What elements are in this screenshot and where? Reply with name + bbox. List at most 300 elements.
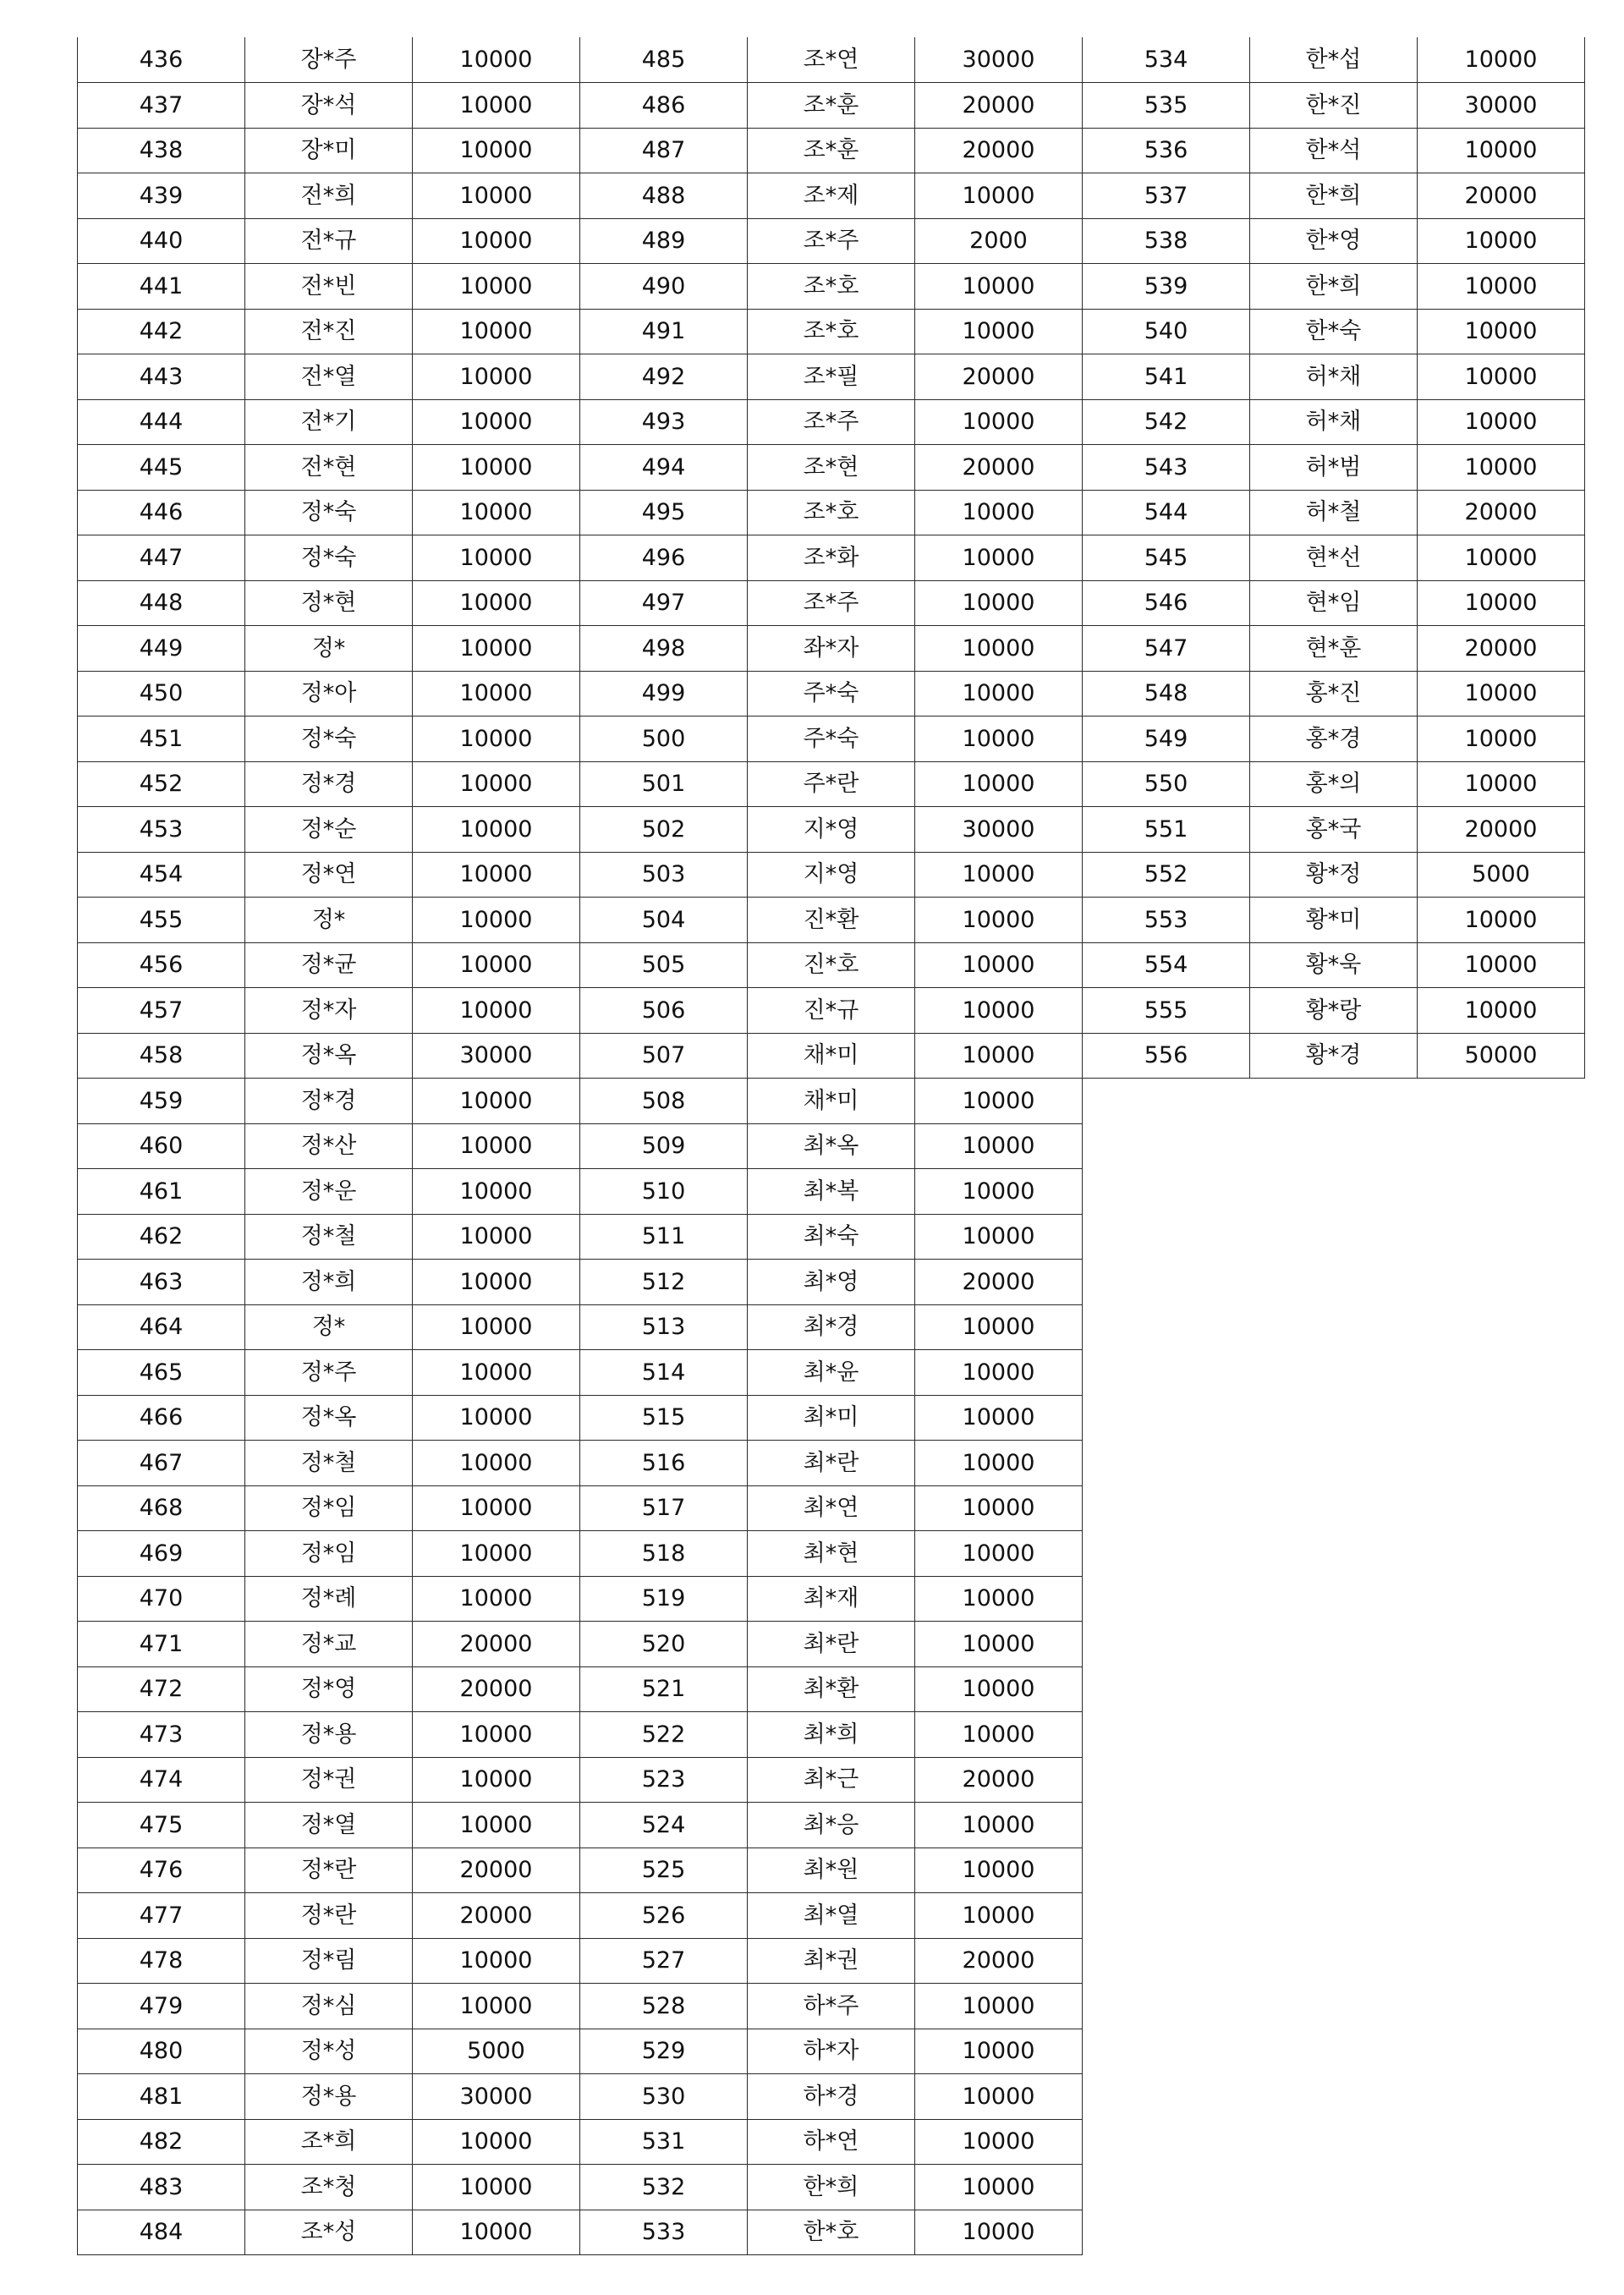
donor-name-cell: 정*옥 xyxy=(245,1395,413,1441)
donor-name-cell: 최*미 xyxy=(748,1395,915,1441)
table-row xyxy=(1083,942,1585,988)
table-row xyxy=(78,399,580,445)
donor-name-cell: 채*미 xyxy=(748,1079,915,1124)
donor-name-cell: 정*현 xyxy=(245,580,413,626)
donor-number-cell: 545 xyxy=(1083,535,1250,581)
donor-name-cell: 현*훈 xyxy=(1250,626,1418,672)
donor-name-cell: 최*열 xyxy=(748,1893,915,1939)
donor-name-cell: 전*희 xyxy=(245,173,413,219)
donor-name-cell: 채*미 xyxy=(748,1033,915,1079)
donor-name-cell: 주*란 xyxy=(748,761,915,807)
donation-amount-cell: 10000 xyxy=(915,1622,1083,1667)
donor-name-cell: 정* xyxy=(245,1304,413,1350)
donor-name-cell: 조*성 xyxy=(245,2210,413,2255)
table-row xyxy=(78,942,580,988)
table-row xyxy=(78,128,580,173)
donor-name-cell: 정*자 xyxy=(245,988,413,1034)
donor-number-cell: 498 xyxy=(580,626,748,672)
donor-name-cell: 최*현 xyxy=(748,1531,915,1577)
donation-amount-cell: 10000 xyxy=(915,2210,1083,2255)
table-row xyxy=(78,807,580,853)
table-row xyxy=(1083,898,1585,943)
donation-amount-cell: 10000 xyxy=(1418,761,1585,807)
donor-name-cell: 허*채 xyxy=(1250,354,1418,400)
donor-number-cell: 554 xyxy=(1083,942,1250,988)
donor-name-cell: 황*랑 xyxy=(1250,988,1418,1034)
donation-amount-cell: 10000 xyxy=(413,83,580,129)
donor-number-cell: 449 xyxy=(78,626,245,672)
donation-amount-cell: 10000 xyxy=(915,1666,1083,1712)
donor-number-cell: 456 xyxy=(78,942,245,988)
donor-name-cell: 조*훈 xyxy=(748,83,915,129)
donor-number-cell: 504 xyxy=(580,898,748,943)
donation-amount-cell: 20000 xyxy=(915,445,1083,491)
donation-amount-cell: 10000 xyxy=(915,898,1083,943)
donor-number-cell: 460 xyxy=(78,1123,245,1169)
donor-name-cell: 정*교 xyxy=(245,1622,413,1667)
donation-amount-cell: 20000 xyxy=(1418,807,1585,853)
donor-name-cell: 조*주 xyxy=(748,580,915,626)
donor-number-cell: 484 xyxy=(78,2210,245,2255)
table-row xyxy=(1083,717,1585,762)
table-row xyxy=(580,1260,1083,1305)
donor-number-cell: 479 xyxy=(78,1984,245,2029)
donor-number-cell: 480 xyxy=(78,2029,245,2074)
table-row xyxy=(1083,264,1585,310)
donor-name-cell: 정*운 xyxy=(245,1169,413,1215)
donor-number-cell: 514 xyxy=(580,1350,748,1396)
donor-name-cell: 조*호 xyxy=(748,490,915,535)
table-row xyxy=(580,309,1083,354)
donation-amount-cell: 20000 xyxy=(1418,173,1585,219)
donor-name-cell: 홍*의 xyxy=(1250,761,1418,807)
donor-number-cell: 468 xyxy=(78,1485,245,1531)
donation-amount-cell: 10000 xyxy=(915,490,1083,535)
table-row xyxy=(78,1169,580,1215)
table-row xyxy=(580,1441,1083,1486)
donor-name-cell: 정*성 xyxy=(245,2029,413,2074)
table-row xyxy=(1083,852,1585,898)
donor-name-cell: 현*선 xyxy=(1250,535,1418,581)
donor-number-cell: 489 xyxy=(580,218,748,264)
donor-number-cell: 438 xyxy=(78,128,245,173)
table-row xyxy=(78,1350,580,1396)
donor-name-cell: 정*균 xyxy=(245,942,413,988)
donor-name-cell: 조*주 xyxy=(748,218,915,264)
donor-number-cell: 440 xyxy=(78,218,245,264)
table-row xyxy=(78,1441,580,1486)
donor-number-cell: 500 xyxy=(580,717,748,762)
donor-number-cell: 523 xyxy=(580,1757,748,1803)
table-row xyxy=(78,852,580,898)
donor-name-cell: 한*희 xyxy=(1250,264,1418,310)
donation-amount-cell: 10000 xyxy=(413,1576,580,1622)
donor-number-cell: 516 xyxy=(580,1441,748,1486)
donor-number-cell: 503 xyxy=(580,852,748,898)
donor-name-cell: 한*희 xyxy=(748,2165,915,2210)
table-row xyxy=(580,1622,1083,1667)
table-row xyxy=(78,1803,580,1848)
table-row xyxy=(1083,128,1585,173)
table-row xyxy=(580,490,1083,535)
donation-amount-cell: 20000 xyxy=(915,1260,1083,1305)
donation-amount-cell: 10000 xyxy=(413,1395,580,1441)
donor-number-cell: 542 xyxy=(1083,399,1250,445)
donor-number-cell: 472 xyxy=(78,1666,245,1712)
table-row xyxy=(78,626,580,672)
donation-amount-cell: 10000 xyxy=(413,1260,580,1305)
donor-name-cell: 최*란 xyxy=(748,1441,915,1486)
donor-name-cell: 허*채 xyxy=(1250,399,1418,445)
table-row xyxy=(78,1848,580,1893)
donor-name-cell: 정*경 xyxy=(245,1079,413,1124)
donation-amount-cell: 10000 xyxy=(915,1395,1083,1441)
donor-number-cell: 512 xyxy=(580,1260,748,1305)
donor-name-cell: 정*연 xyxy=(245,852,413,898)
table-row xyxy=(78,1984,580,2029)
donor-name-cell: 조*주 xyxy=(748,399,915,445)
table-row xyxy=(78,761,580,807)
donation-amount-cell: 10000 xyxy=(413,807,580,853)
donor-number-cell: 444 xyxy=(78,399,245,445)
donor-number-cell: 537 xyxy=(1083,173,1250,219)
donation-amount-cell: 20000 xyxy=(413,1893,580,1939)
donation-amount-cell: 10000 xyxy=(915,942,1083,988)
donation-amount-cell: 10000 xyxy=(413,2210,580,2255)
table-row xyxy=(580,128,1083,173)
table-row xyxy=(580,1033,1083,1079)
table-row xyxy=(580,1803,1083,1848)
donation-amount-cell: 20000 xyxy=(1418,490,1585,535)
donation-amount-cell: 10000 xyxy=(413,942,580,988)
donation-amount-cell: 10000 xyxy=(413,1441,580,1486)
donor-number-cell: 529 xyxy=(580,2029,748,2074)
table-row xyxy=(580,1848,1083,1893)
table-row xyxy=(78,1938,580,1984)
donation-amount-cell: 2000 xyxy=(915,218,1083,264)
donor-number-cell: 490 xyxy=(580,264,748,310)
table-row xyxy=(78,1395,580,1441)
donor-name-cell: 최*윤 xyxy=(748,1350,915,1396)
table-row xyxy=(78,1757,580,1803)
donation-amount-cell: 10000 xyxy=(915,852,1083,898)
donor-name-cell: 조*희 xyxy=(245,2119,413,2165)
donor-number-cell: 499 xyxy=(580,671,748,717)
donor-number-cell: 476 xyxy=(78,1848,245,1893)
table-row xyxy=(78,535,580,581)
donor-number-cell: 469 xyxy=(78,1531,245,1577)
donor-number-cell: 458 xyxy=(78,1033,245,1079)
donor-number-cell: 511 xyxy=(580,1214,748,1260)
donor-number-cell: 548 xyxy=(1083,671,1250,717)
donor-number-cell: 457 xyxy=(78,988,245,1034)
donation-amount-cell: 10000 xyxy=(1418,898,1585,943)
donor-number-cell: 478 xyxy=(78,1938,245,1984)
donor-name-cell: 최*숙 xyxy=(748,1214,915,1260)
donation-amount-cell: 10000 xyxy=(413,218,580,264)
donor-name-cell: 황*경 xyxy=(1250,1033,1418,1079)
donor-name-cell: 한*석 xyxy=(1250,128,1418,173)
donor-name-cell: 정* xyxy=(245,626,413,672)
donor-number-cell: 521 xyxy=(580,1666,748,1712)
donor-number-cell: 506 xyxy=(580,988,748,1034)
donation-amount-cell: 10000 xyxy=(1418,942,1585,988)
donation-amount-cell: 10000 xyxy=(413,1304,580,1350)
table-row xyxy=(580,852,1083,898)
donation-amount-cell: 10000 xyxy=(915,1848,1083,1893)
donation-amount-cell: 20000 xyxy=(915,1938,1083,1984)
table-row xyxy=(78,1214,580,1260)
donor-name-cell: 정*권 xyxy=(245,1757,413,1803)
donor-name-cell: 조*연 xyxy=(748,37,915,83)
donation-amount-cell: 10000 xyxy=(413,1531,580,1577)
donor-name-cell: 최*재 xyxy=(748,1576,915,1622)
donation-amount-cell: 30000 xyxy=(413,2074,580,2120)
donation-amount-cell: 10000 xyxy=(1418,535,1585,581)
table-row xyxy=(580,1938,1083,1984)
donation-amount-cell: 10000 xyxy=(413,128,580,173)
donor-name-cell: 조*청 xyxy=(245,2165,413,2210)
donor-number-cell: 530 xyxy=(580,2074,748,2120)
donor-number-cell: 446 xyxy=(78,490,245,535)
donor-number-cell: 470 xyxy=(78,1576,245,1622)
donor-name-cell: 황*미 xyxy=(1250,898,1418,943)
donor-number-cell: 454 xyxy=(78,852,245,898)
table-row xyxy=(78,988,580,1034)
donation-amount-cell: 10000 xyxy=(915,1712,1083,1758)
donor-name-cell: 조*화 xyxy=(748,535,915,581)
table-row xyxy=(580,2074,1083,2120)
donation-amount-cell: 10000 xyxy=(413,399,580,445)
donor-name-cell: 장*주 xyxy=(245,37,413,83)
donor-name-cell: 최*근 xyxy=(748,1757,915,1803)
donation-amount-cell: 10000 xyxy=(1418,445,1585,491)
table-row xyxy=(78,1893,580,1939)
table-row xyxy=(580,1666,1083,1712)
table-row xyxy=(580,1757,1083,1803)
donor-number-cell: 515 xyxy=(580,1395,748,1441)
donor-name-cell: 지*영 xyxy=(748,852,915,898)
donor-number-cell: 474 xyxy=(78,1757,245,1803)
donor-name-cell: 전*현 xyxy=(245,445,413,491)
donation-amount-cell: 30000 xyxy=(1418,83,1585,129)
donation-amount-cell: 10000 xyxy=(413,580,580,626)
donation-amount-cell: 10000 xyxy=(413,445,580,491)
donor-number-cell: 522 xyxy=(580,1712,748,1758)
donation-amount-cell: 20000 xyxy=(915,354,1083,400)
donation-amount-cell: 10000 xyxy=(915,1803,1083,1848)
donor-name-cell: 전*진 xyxy=(245,309,413,354)
table-row xyxy=(580,173,1083,219)
donor-name-cell: 정*임 xyxy=(245,1485,413,1531)
donor-number-cell: 518 xyxy=(580,1531,748,1577)
donation-amount-cell: 10000 xyxy=(915,1984,1083,2029)
table-row xyxy=(580,761,1083,807)
donor-number-cell: 536 xyxy=(1083,128,1250,173)
table-row xyxy=(580,1576,1083,1622)
table-row xyxy=(580,354,1083,400)
donation-amount-cell: 10000 xyxy=(413,309,580,354)
table-row xyxy=(1083,83,1585,129)
donation-amount-cell: 10000 xyxy=(915,1079,1083,1124)
donor-number-cell: 488 xyxy=(580,173,748,219)
donor-name-cell: 최*희 xyxy=(748,1712,915,1758)
donor-name-cell: 정*경 xyxy=(245,761,413,807)
donation-amount-cell: 10000 xyxy=(915,2165,1083,2210)
donation-amount-cell: 20000 xyxy=(413,1666,580,1712)
donation-amount-cell: 10000 xyxy=(413,1079,580,1124)
table-row xyxy=(580,37,1083,83)
donor-name-cell: 허*범 xyxy=(1250,445,1418,491)
donation-amount-cell: 10000 xyxy=(413,626,580,672)
donor-name-cell: 홍*경 xyxy=(1250,717,1418,762)
table-row xyxy=(78,580,580,626)
table-row xyxy=(580,898,1083,943)
donor-name-cell: 정*주 xyxy=(245,1350,413,1396)
donor-number-cell: 471 xyxy=(78,1622,245,1667)
donor-number-cell: 450 xyxy=(78,671,245,717)
donor-name-cell: 최*환 xyxy=(748,1666,915,1712)
donor-number-cell: 445 xyxy=(78,445,245,491)
donor-name-cell: 최*권 xyxy=(748,1938,915,1984)
table-row xyxy=(78,1666,580,1712)
table-row xyxy=(1083,354,1585,400)
donor-number-cell: 543 xyxy=(1083,445,1250,491)
donor-number-cell: 540 xyxy=(1083,309,1250,354)
donor-number-cell: 467 xyxy=(78,1441,245,1486)
donor-name-cell: 정*숙 xyxy=(245,717,413,762)
table-row xyxy=(78,2119,580,2165)
donor-name-cell: 진*호 xyxy=(748,942,915,988)
table-row xyxy=(1083,988,1585,1034)
donor-name-cell: 정*용 xyxy=(245,1712,413,1758)
donation-amount-cell: 10000 xyxy=(413,2165,580,2210)
table-row xyxy=(580,264,1083,310)
donor-name-cell: 전*기 xyxy=(245,399,413,445)
donation-amount-cell: 10000 xyxy=(413,988,580,1034)
donor-number-cell: 477 xyxy=(78,1893,245,1939)
donation-amount-cell: 10000 xyxy=(915,399,1083,445)
table-row xyxy=(78,2210,580,2255)
table-row xyxy=(1083,445,1585,491)
table-row xyxy=(580,942,1083,988)
donor-number-cell: 505 xyxy=(580,942,748,988)
donor-name-cell: 정*란 xyxy=(245,1893,413,1939)
donation-amount-cell: 10000 xyxy=(915,1441,1083,1486)
donor-number-cell: 473 xyxy=(78,1712,245,1758)
donor-name-cell: 최*연 xyxy=(748,1485,915,1531)
donation-amount-cell: 10000 xyxy=(413,535,580,581)
table-row xyxy=(78,1304,580,1350)
donation-amount-cell: 10000 xyxy=(413,1123,580,1169)
donor-number-cell: 452 xyxy=(78,761,245,807)
donation-amount-cell: 10000 xyxy=(1418,671,1585,717)
table-row xyxy=(1083,535,1585,581)
donor-name-cell: 진*규 xyxy=(748,988,915,1034)
donation-amount-cell: 10000 xyxy=(915,1304,1083,1350)
donor-number-cell: 528 xyxy=(580,1984,748,2029)
donation-amount-cell: 10000 xyxy=(915,1531,1083,1577)
donation-amount-cell: 10000 xyxy=(1418,37,1585,83)
donor-name-cell: 한*호 xyxy=(748,2210,915,2255)
donation-amount-cell: 10000 xyxy=(413,264,580,310)
donor-name-cell: 조*필 xyxy=(748,354,915,400)
donor-name-cell: 한*숙 xyxy=(1250,309,1418,354)
table-row xyxy=(580,1893,1083,1939)
donor-number-cell: 544 xyxy=(1083,490,1250,535)
donation-amount-cell: 10000 xyxy=(915,1350,1083,1396)
donor-number-cell: 549 xyxy=(1083,717,1250,762)
donor-name-cell: 정*용 xyxy=(245,2074,413,2120)
donor-number-cell: 519 xyxy=(580,1576,748,1622)
table-row xyxy=(580,626,1083,672)
donor-number-cell: 465 xyxy=(78,1350,245,1396)
donor-name-cell: 황*정 xyxy=(1250,852,1418,898)
donor-number-cell: 533 xyxy=(580,2210,748,2255)
donor-name-cell: 장*석 xyxy=(245,83,413,129)
donor-number-cell: 442 xyxy=(78,309,245,354)
donor-number-cell: 538 xyxy=(1083,218,1250,264)
donation-amount-cell: 10000 xyxy=(413,852,580,898)
donation-amount-cell: 10000 xyxy=(915,671,1083,717)
donor-name-cell: 좌*자 xyxy=(748,626,915,672)
donor-name-cell: 홍*국 xyxy=(1250,807,1418,853)
donation-amount-cell: 10000 xyxy=(915,264,1083,310)
donor-number-cell: 492 xyxy=(580,354,748,400)
donor-number-cell: 496 xyxy=(580,535,748,581)
donor-name-cell: 정*임 xyxy=(245,1531,413,1577)
table-row xyxy=(78,1033,580,1079)
table-row xyxy=(580,2119,1083,2165)
donor-number-cell: 437 xyxy=(78,83,245,129)
donation-amount-cell: 20000 xyxy=(1418,626,1585,672)
donor-number-cell: 466 xyxy=(78,1395,245,1441)
donation-amount-cell: 10000 xyxy=(915,2119,1083,2165)
donation-amount-cell: 30000 xyxy=(413,1033,580,1079)
donor-table-column-2 xyxy=(579,37,1083,2255)
donation-amount-cell: 20000 xyxy=(915,128,1083,173)
donor-name-cell: 홍*진 xyxy=(1250,671,1418,717)
donation-amount-cell: 10000 xyxy=(413,1712,580,1758)
donor-number-cell: 520 xyxy=(580,1622,748,1667)
donation-amount-cell: 10000 xyxy=(413,173,580,219)
donor-number-cell: 443 xyxy=(78,354,245,400)
donation-amount-cell: 10000 xyxy=(413,2119,580,2165)
donor-name-cell: 주*숙 xyxy=(748,671,915,717)
donor-name-cell: 허*철 xyxy=(1250,490,1418,535)
donor-name-cell: 한*영 xyxy=(1250,218,1418,264)
table-row xyxy=(78,2074,580,2120)
table-row xyxy=(78,309,580,354)
donation-amount-cell: 10000 xyxy=(1418,580,1585,626)
donation-amount-cell: 5000 xyxy=(413,2029,580,2074)
table-row xyxy=(1083,1033,1585,1079)
table-row xyxy=(78,2029,580,2074)
donor-number-cell: 497 xyxy=(580,580,748,626)
donor-number-cell: 556 xyxy=(1083,1033,1250,1079)
table-row xyxy=(78,218,580,264)
table-row xyxy=(78,2165,580,2210)
table-row xyxy=(1083,218,1585,264)
donor-name-cell: 최*란 xyxy=(748,1622,915,1667)
donor-number-cell: 451 xyxy=(78,717,245,762)
donor-name-cell: 최*옥 xyxy=(748,1123,915,1169)
donor-number-cell: 550 xyxy=(1083,761,1250,807)
donor-name-cell: 전*빈 xyxy=(245,264,413,310)
donor-number-cell: 491 xyxy=(580,309,748,354)
donation-amount-cell: 10000 xyxy=(413,1485,580,1531)
donation-amount-cell: 20000 xyxy=(915,1757,1083,1803)
